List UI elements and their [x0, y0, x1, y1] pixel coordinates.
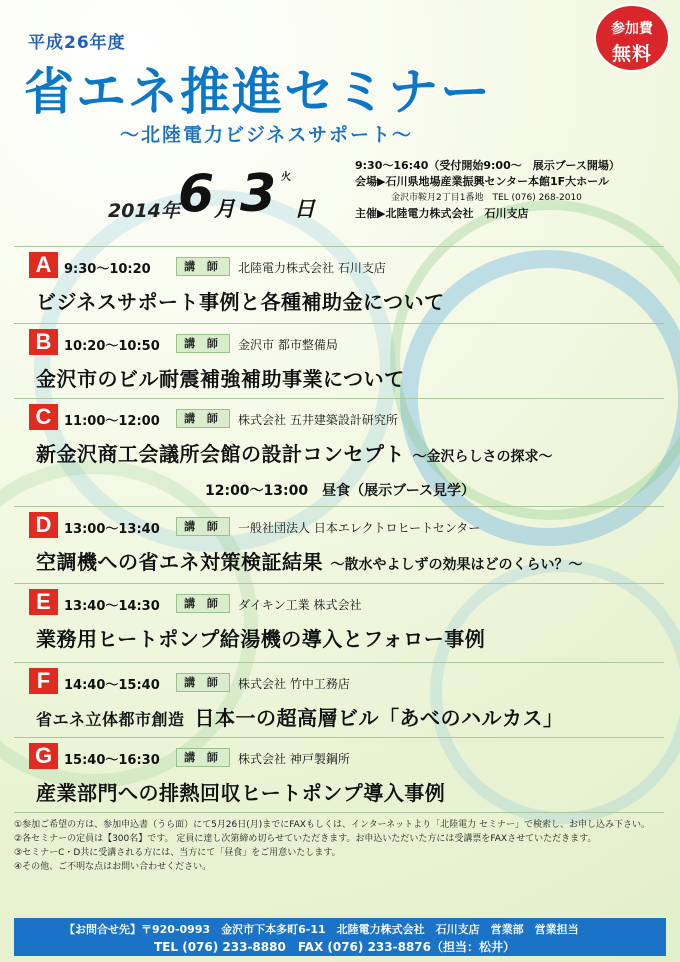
divider: [14, 583, 664, 584]
date-year: 2014年: [108, 200, 180, 222]
decorative-ring-right-outer: [390, 200, 680, 520]
divider: [14, 398, 664, 399]
lecturer-label: 講 師: [176, 748, 230, 767]
date-day-number: 3: [240, 164, 277, 224]
session-title-sub: 〜散水やよしずの効果はどのくらい？〜: [330, 557, 583, 573]
note-item: ②各セミナーの定員は【300名】です。 定員に達し次第締め切らせていただきます。お申込いただいた方には受講票をFAXさせていただきます。: [14, 834, 597, 844]
divider: [14, 246, 664, 247]
session-time: 13:00〜13:40: [64, 522, 160, 537]
free-admission-badge: [596, 6, 668, 70]
session-time: 11:00〜12:00: [64, 414, 160, 429]
date-weekday: 火: [281, 172, 291, 183]
session-title: 産業部門への排熱回収ヒートポンプ導入事例: [36, 781, 446, 805]
session-letter: C: [29, 404, 58, 430]
decorative-ring-bottom: [430, 560, 680, 824]
divider: [14, 737, 664, 738]
event-address: 金沢市鞍月2丁目1番地 TEL (076) 268-2010: [391, 193, 582, 203]
session-speaker: 金沢市 都市整備局: [238, 338, 338, 352]
session-speaker: 株式会社 五井建築設計研究所: [238, 413, 398, 427]
session-title: [36, 702, 564, 731]
session-time: 10:20〜10:50: [64, 339, 160, 354]
session-time: 15:40〜16:30: [64, 753, 160, 768]
session-letter: D: [29, 512, 58, 538]
seminar-subtitle: 〜北陸電力ビジネスサポート〜: [120, 124, 414, 146]
session-letter: F: [29, 668, 58, 694]
session-letter: A: [29, 252, 58, 278]
event-organizer: 主催▶北陸電力株式会社 石川支店: [355, 207, 529, 220]
event-info: [355, 158, 620, 222]
session-speaker: 一般社団法人 日本エレクトロヒートセンター: [238, 521, 481, 535]
lecturer-label: 講 師: [176, 257, 230, 276]
session-title: [36, 546, 582, 575]
lecturer-label: 講 師: [176, 334, 230, 353]
lecturer-label: 講 師: [176, 409, 230, 428]
lecturer-label: 講 師: [176, 594, 230, 613]
session-title: [36, 438, 552, 467]
fiscal-year-label: 平成26年度: [28, 33, 126, 53]
note-item: ①参加ご希望の方は、参加申込書（うら面）にて5月26日(月)までにFAXもしくは、インターネットより「北陸電力 セミナー」で検索し、お申し込み下さい。: [14, 820, 650, 830]
session-time: 14:40〜15:40: [64, 678, 160, 693]
session-time: 9:30〜10:20: [64, 262, 151, 277]
notes: [14, 818, 664, 874]
event-time: 9:30〜16:40（受付開始9:00〜 展示ブース開場）: [355, 159, 620, 172]
lecturer-label: 講 師: [176, 673, 230, 692]
badge-free-label: 無料: [611, 43, 652, 65]
date-day-unit: 日: [294, 197, 315, 221]
seminar-title: 省エネ推進セミナー: [24, 63, 492, 121]
divider: [14, 662, 664, 663]
divider-notes: [14, 812, 664, 813]
session-title-main: 新金沢商工会議所会館の設計コンセプト: [36, 442, 405, 466]
session-title: 業務用ヒートポンプ給湯機の導入とフォロー事例: [36, 627, 486, 651]
session-speaker: 株式会社 神戸製鋼所: [238, 752, 350, 766]
session-letter: G: [29, 743, 58, 769]
session-letter: E: [29, 589, 58, 615]
contact-phone-fax: TEL (076) 233-8880 FAX (076) 233-8876（担当：松井）: [154, 940, 515, 954]
badge-fee-label: 参加費: [611, 21, 653, 37]
session-speaker: 北陸電力株式会社 石川支店: [238, 261, 386, 275]
session-title-prefix: 省エネ立体都市創造: [36, 710, 185, 729]
divider: [14, 323, 664, 324]
date-month-unit: 月: [214, 197, 235, 221]
lunch-break: 12:00〜13:00 昼食（展示ブース見学）: [204, 483, 475, 499]
note-item: ③セミナーC・D共に受講される方には、当方にて「昼食」をご用意いたします。: [14, 848, 341, 858]
session-title-main: 空調機への省エネ対策検証結果: [36, 550, 323, 574]
date-month-number: 6: [178, 164, 215, 224]
session-title-sub: 〜金沢らしさの探求〜: [412, 449, 553, 465]
session-letter: B: [29, 329, 58, 355]
lecturer-label: 講 師: [176, 517, 230, 536]
session-speaker: 株式会社 竹中工務店: [238, 677, 350, 691]
session-title: 金沢市のビル耐震補強補助事業について: [36, 367, 405, 391]
session-title-main: 日本一の超高層ビル「あべのハルカス」: [194, 706, 564, 730]
contact-bar: [14, 918, 666, 956]
event-venue: 会場▶石川県地場産業振興センター本館1F大ホール: [355, 175, 609, 188]
contact-address: 【お問合せ先】〒920-0993 金沢市下本多町6-11 北陸電力株式会社 石川支店 営業部 営業担当: [64, 923, 579, 936]
session-time: 13:40〜14:30: [64, 599, 160, 614]
note-item: ④その他、ご不明な点はお問い合わせください。: [14, 862, 212, 872]
session-title: ビジネスサポート事例と各種補助金について: [36, 290, 445, 314]
divider: [14, 506, 664, 507]
session-speaker: ダイキン工業 株式会社: [238, 598, 362, 612]
